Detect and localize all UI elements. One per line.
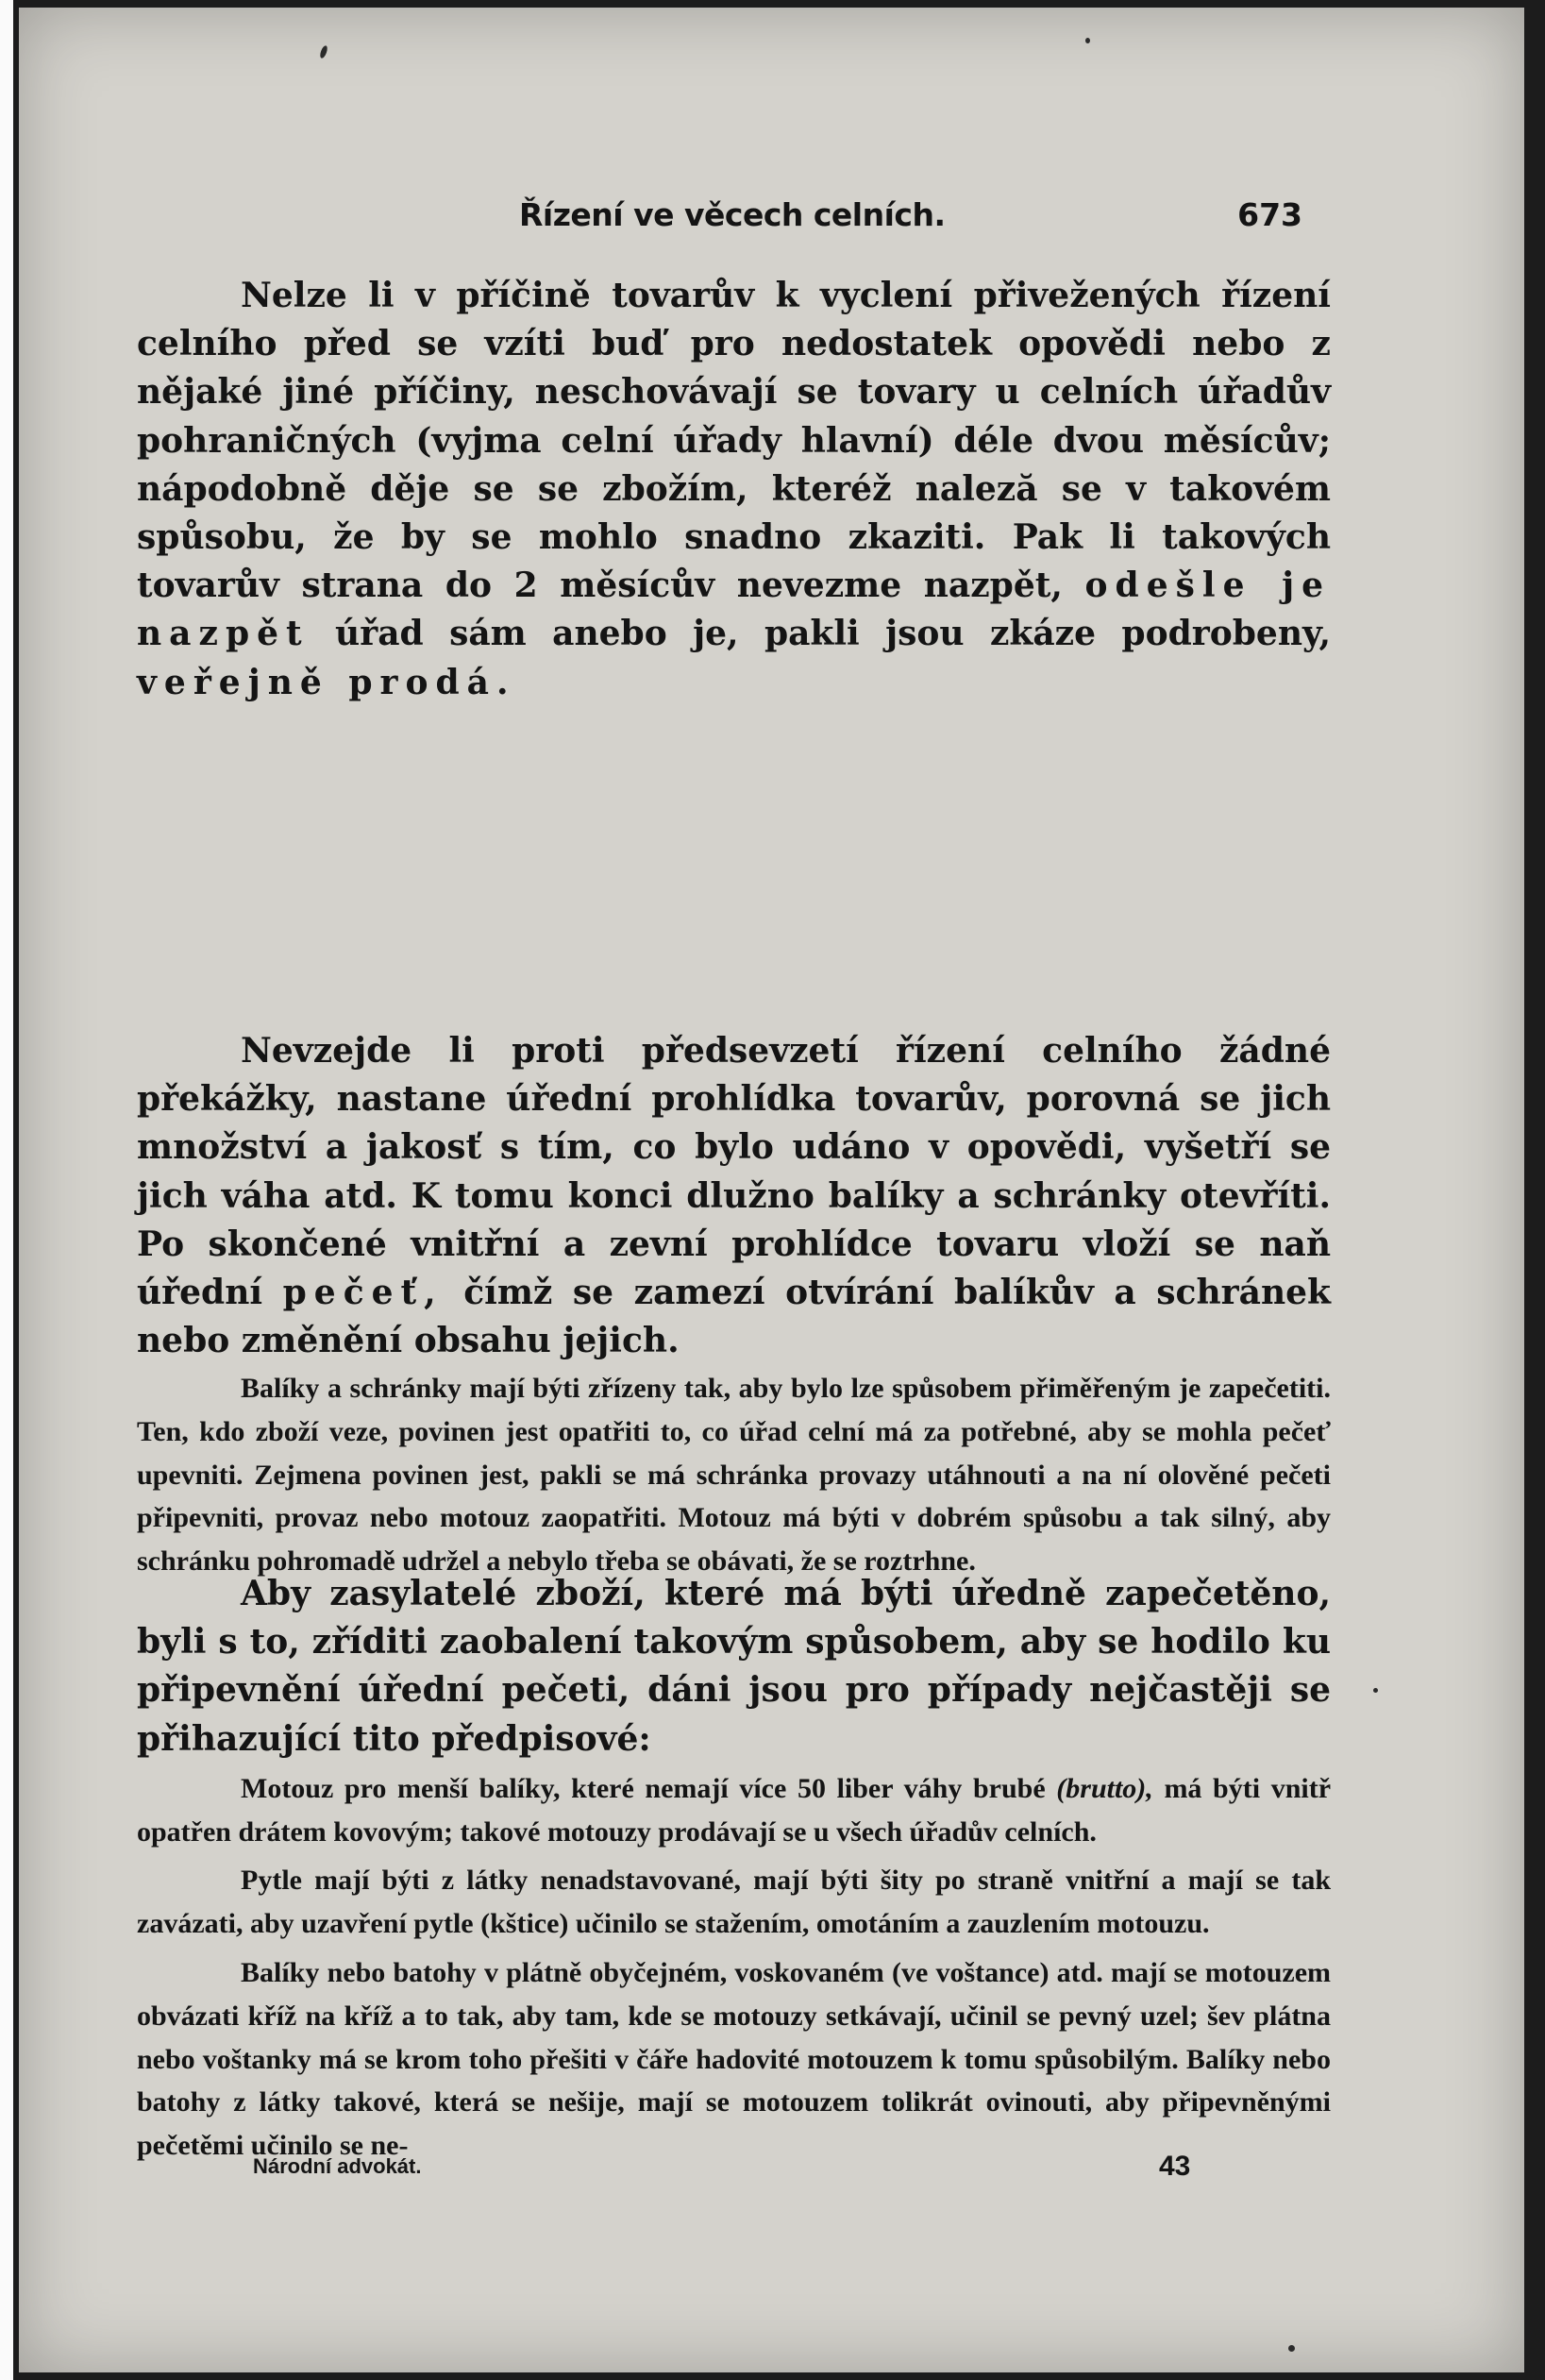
signature-mark: 43 (1159, 2151, 1191, 2182)
paragraph-3: Balíky a schránky mají býti zřízeny tak, aby bylo lze spůsobem přiměřeným je zapečetiti. Ten, kdo zboží veze, povinen jest opatřiti to, co úřad celní má za potřebné, aby se mohla pečeť upevniti. Zejmena povinen jest, pakli se má schránka provazy utáhnouti a na ní olověné pečeti připevniti, provaz nebo motouz zaopatřiti. Motouz má býti v dobrém spůsobu a tak silný, aby schránku pohromadě udržel a nebylo třeba se obávati, že se roztrhne. (137, 1373, 1331, 1578)
ink-speck (1085, 38, 1090, 43)
page-title: Řízení ve věcech celních. (519, 196, 946, 233)
publication-name: Národní advokát. (253, 2154, 422, 2178)
spaced-emphasis: pečeť, (282, 1273, 444, 1313)
running-header (519, 196, 1302, 244)
spaced-emphasis: veřejně prodá. (137, 662, 516, 702)
text-block-2 (137, 1027, 1331, 1365)
ink-speck (319, 44, 328, 59)
paragraph-1: Nelze li v příčině tovarův k vyclení přivežených řízení celního před se vzíti buď pro nedostatek opovědi nebo z nějaké jiné příčiny, neschovávají se tovary u celních úřadův pohraničných (vyjma celní úřady hlavní) déle dvou měsícův; nápodobně děje se se zbožím, kteréž naleză se v takovém spůsobu, že by se mohlo snadno zkaziti. Pak li takových tovarův strana do 2 měsícův nevezme nazpět, odešle je nazpět úřad sám anebo je, pakli jsou zkáze podrobeny, veřejně prodá. (137, 276, 1331, 702)
paragraph-7: Balíky nebo batohy v plátně obyčejném, voskovaném (ve voštance) atd. mají se motouzem obvázati kříž na kříž a to tak, aby tam, kde se motouzy setkávají, učinil se pevný uzel; šev plátna nebo voštanky má se krom toho přešiti v čáře hadovité motouzem k tomu spůsobilým. Balíky nebo batohy z látky takové, která se nešije, mají se motouzem tolikrát ovinouti, aby připevněnými pečetěmi učinilo se ne- (137, 1957, 1331, 2162)
paragraph-5: Motouz pro menší balíky, které nemají více 50 liber váhy brubé (brutto), má býti vnitř opatřen drátem kovovým; takové motouzy prodávají se u všech úřadův celních. (137, 1772, 1332, 1848)
spaced-emphasis: odešle je nazpět (137, 565, 1331, 654)
ink-speck (1373, 1688, 1378, 1693)
text-block-3 (137, 1367, 1331, 1583)
book-page (19, 8, 1524, 2372)
italic-term: (brutto), (1056, 1772, 1153, 1804)
paragraph-4: Aby zasylatelé zboží, které má býti úředně zapečetěno, byli s to, zříditi zaobalení takovým spůsobem, aby se hodilo ku připevnění úřední pečeti, dáni jsou pro případy nejčastěji se přihazující tito předpisové: (137, 1574, 1331, 1759)
page-number: 673 (1237, 196, 1302, 233)
paragraph-2: Nevzejde li proti předsevzetí řízení celního žádné překážky, nastane úřední prohlídka tovarův, porovná se jich množství a jakosť s tím, co bylo udáno v opovědi, vyšetří se jich váha atd. K tomu konci dlužno balíky a schránky otevříti. Po skončené vnitřní a zevní prohlídce tovaru vloží se naň úřední pečeť, čímž se zamezí otvírání balíkův a schránek nebo změnění obsahu jejich. (137, 1031, 1331, 1361)
text-block-4 (137, 1570, 1331, 2168)
page-footer (253, 2151, 1305, 2188)
scan-edge (0, 0, 13, 2380)
paragraph-6: Pytle mají býti z látky nenadstavované, mají býti šity po straně vnitřní a mají se tak zavázati, aby uzavření pytle (kštice) učinilo se stažením, omotáním a zauzlením motouzu. (137, 1865, 1331, 1940)
text-block-1 (137, 272, 1331, 707)
ink-speck (1288, 2345, 1295, 2352)
